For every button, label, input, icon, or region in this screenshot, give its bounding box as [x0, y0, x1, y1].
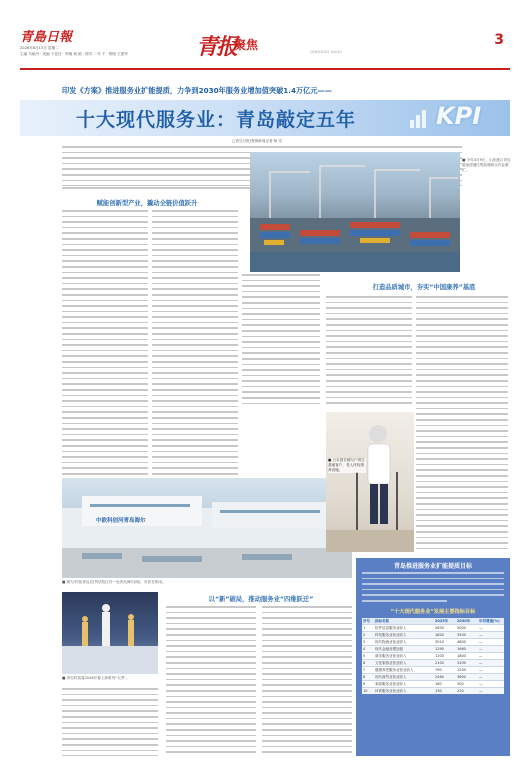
left-bottom-body	[62, 688, 158, 756]
table-cell: 1800	[457, 654, 466, 658]
middle-section-heading: 以“新”破局，推动服务业“四维跃迁”	[208, 596, 314, 603]
left-body-a	[62, 210, 148, 476]
table-cell: 300	[457, 682, 464, 686]
table-cell: —	[479, 633, 483, 637]
table-cell: 8	[363, 675, 366, 679]
factory-label: 中欧科创河青岛海尔	[96, 518, 146, 524]
table-cell: 3	[363, 640, 366, 644]
table-cell: 现代商贸业营业收入	[375, 675, 407, 679]
table-cell: 2	[363, 633, 366, 637]
table-intro-lines	[362, 572, 504, 606]
table-cell: 9	[363, 682, 366, 686]
table-row	[362, 666, 504, 673]
senior-caption: ■ 日本国长期与户养生基地客户，老人体验康养设施。	[328, 458, 365, 472]
table-cell: 3010	[435, 640, 444, 644]
newspaper-logo: 青島日報	[20, 30, 73, 45]
table-row	[362, 638, 504, 645]
byline: □青岛日报/观海新闻记者 杨 光	[232, 139, 283, 143]
table-cell: 2100	[435, 661, 444, 665]
table-cell: 家政服务业营业收入	[375, 682, 407, 686]
table-cell: 软件信息服务业收入	[375, 626, 407, 630]
masthead	[20, 26, 510, 72]
table-cell: 4800	[457, 640, 466, 644]
middle-body-b	[262, 606, 352, 756]
table-cell: —	[479, 661, 483, 665]
table-row	[362, 659, 504, 666]
kpi-graphic: KPI	[436, 102, 482, 130]
table-row	[362, 631, 504, 638]
table-cell: 3500	[457, 633, 466, 637]
table-cell: 1660	[457, 647, 466, 651]
table-cell: 现代物流业营业收入	[375, 640, 407, 644]
table-cell: 3600	[457, 675, 466, 679]
table-row	[362, 624, 504, 631]
table-header-cell: 指标名称	[375, 619, 389, 623]
table-cell: 文化旅游业营业收入	[375, 661, 407, 665]
table-header-cell: 序号	[363, 619, 370, 623]
senior-photo	[326, 412, 414, 552]
table-cell: 790	[435, 668, 442, 672]
middle-body-a	[166, 606, 256, 756]
page-number: 3	[494, 32, 504, 48]
table-panel-heading: 青岛推进服务业扩能提质目标	[393, 563, 472, 570]
fashion-show-photo	[62, 592, 158, 674]
table-cell: 1820	[435, 633, 444, 637]
table-cell: 健康养老服务业营业收入	[375, 668, 414, 672]
section-logo: 青报	[196, 34, 237, 60]
headline-kicker: 印发《方案》推进服务业扩能提质，力争到2030年服务业增加值突破1.4万亿元——	[62, 86, 332, 95]
headline-banner	[20, 100, 510, 136]
table-cell: 7	[363, 668, 366, 672]
table-cell: 230	[457, 689, 464, 693]
table-cell: 1	[363, 626, 366, 630]
table-cell: 5	[363, 654, 366, 658]
table-cell: 体育服务业营业收入	[375, 689, 407, 693]
banner-chart-icon	[408, 106, 432, 130]
left-section-heading: 赋能创新型产业，撬动全链价值跃升	[96, 200, 198, 207]
table-row	[362, 652, 504, 659]
table-header-cell: 年均增速(%)	[479, 619, 500, 623]
table-cell: 商务服务业营业收入	[375, 654, 407, 658]
table-cell: —	[479, 640, 483, 644]
table-cell: 5000	[457, 626, 466, 630]
table-row	[362, 645, 504, 652]
table-cell: 1200	[457, 668, 466, 672]
left-body-b	[152, 210, 238, 476]
right-section-heading: 打造品质城市，夯实“中国康养”基底	[372, 284, 476, 291]
target-table	[362, 618, 504, 694]
table-title: “十大现代服务业”发展主要指标目标	[390, 609, 476, 615]
table-header-cell: 2030年	[457, 619, 471, 623]
table-cell: 1200	[435, 654, 444, 658]
table-cell: 2460	[435, 675, 444, 679]
staff-line: 主编 马晓丹 · 美编 于佳佳 · 审稿 杨 艳 · 校对 二号 千 · 排版 王建军	[20, 52, 128, 56]
table-header-row	[362, 618, 504, 624]
right-body-b	[416, 296, 508, 556]
section-title: 聚焦	[234, 38, 259, 52]
headline-title: 十大现代服务业：青岛敲定五年	[76, 109, 357, 131]
table-cell: 2630	[435, 626, 444, 630]
target-table-panel	[356, 558, 510, 756]
table-cell: 科技服务业营业收入	[375, 633, 407, 637]
table-cell: 130	[435, 689, 442, 693]
table-row	[362, 680, 504, 687]
table-row	[362, 687, 504, 694]
table-cell: —	[479, 675, 483, 679]
table-cell: —	[479, 689, 483, 693]
table-row	[362, 673, 504, 680]
section-pinyin: QINGDAO JIAOJI	[310, 50, 343, 54]
port-photo	[250, 152, 460, 272]
table-cell: —	[479, 654, 483, 658]
masthead-rule	[20, 68, 510, 70]
fashion-caption: ■ 青岛时装周2026开幕上演系列“大秀”。	[62, 676, 130, 680]
table-cell: 10	[363, 689, 368, 693]
table-body	[362, 624, 504, 694]
table-header-cell: 2025年	[435, 619, 449, 623]
right-body-a	[326, 296, 412, 410]
table-cell: 6	[363, 661, 366, 665]
factory-caption: ■ 图为中国(青岛)自贸试验区内一处青岛海尔(图)，市民在休闲。	[62, 580, 166, 584]
table-cell: 1290	[435, 647, 444, 651]
table-cell: —	[479, 626, 483, 630]
table-cell: 180	[435, 682, 442, 686]
table-cell: —	[479, 682, 483, 686]
table-cell: 现代金融业增加值	[375, 647, 403, 651]
table-cell: 3200	[457, 661, 466, 665]
table-cell: 4	[363, 647, 366, 651]
date-line: 2026年8月15日 星期二	[20, 46, 59, 50]
left-body-c	[242, 274, 320, 408]
table-cell: —	[479, 647, 483, 651]
port-photo-caption: ■ 今年3月9日，山东港口青岛港前湾港区集装箱码头作业繁忙。	[462, 158, 511, 173]
factory-photo	[62, 478, 352, 578]
table-cell: —	[479, 668, 483, 672]
